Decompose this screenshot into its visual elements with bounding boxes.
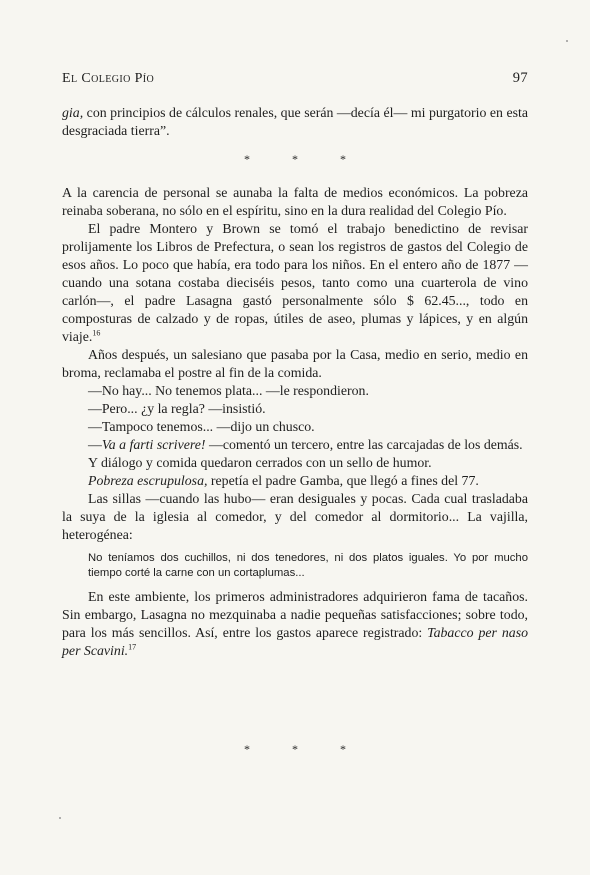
separator-star: * bbox=[244, 742, 250, 756]
section-separator bbox=[62, 152, 528, 167]
opening-text: con principios de cálculos renales, que serán —decía él— mi purgatorio en esta desgraciada tierra”. bbox=[62, 105, 528, 138]
dialog-line: —No hay... No tenemos plata... —le respondieron. bbox=[88, 383, 369, 398]
dialog-dash: — bbox=[88, 437, 102, 452]
dialog-line: —Tampoco tenemos... —dijo un chusco. bbox=[88, 419, 315, 434]
separator-star: * bbox=[292, 152, 298, 166]
separator-star: * bbox=[292, 742, 298, 756]
paragraph bbox=[62, 220, 528, 346]
separator-star: * bbox=[340, 152, 346, 166]
paragraph-text: repetía el padre Gamba, que llegó a fines del 77. bbox=[207, 473, 479, 488]
main-text bbox=[62, 184, 528, 660]
paragraph-text: El padre Montero y Brown se tomó el trabajo benedictino de revisar prolijamente los Libros de Prefectura, o sean los registros de gastos del Colegio de esos años. Lo poco que había, era todo para los niños. En el entero año de 1877 —cuando una sotana costaba dieciséis pesos, tanto como una cuarterola de vino carlón—, el padre Lasagna gastó personalmente sólo $ 62.45..., todo en composturas de calzado y de ropas, útiles de aseo, plumas y lápices, y en algún viaje. bbox=[62, 221, 528, 344]
footnote-ref: 16 bbox=[92, 328, 101, 338]
block-quote: No teníamos dos cuchillos, ni dos tenedores, ni dos platos iguales. Yo por mucho tiempo corté la carne con un cortaplumas... bbox=[88, 552, 528, 579]
italic-phrase: Tabacco per naso per Scavini. bbox=[62, 625, 528, 658]
paper-speck bbox=[566, 40, 568, 42]
page-header bbox=[62, 70, 528, 87]
paragraph: Años después, un salesiano que pasaba por la Casa, medio en serio, medio en broma, reclamaba el postre al fin de la comida. bbox=[62, 347, 528, 380]
paper-speck bbox=[59, 817, 61, 819]
dialog-line: —Pero... ¿y la regla? —insistió. bbox=[88, 401, 266, 416]
paragraph bbox=[62, 588, 528, 660]
section-separator bbox=[62, 742, 528, 757]
footnote-ref: 17 bbox=[128, 642, 137, 652]
dialog-text: —comentó un tercero, entre las carcajadas de los demás. bbox=[205, 437, 523, 452]
paragraph: Las sillas —cuando las hubo— eran desiguales y pocas. Cada cual trasladaba la suya de la iglesia al comedor, y del comedor al dormitorio... La vajilla, heterogénea: bbox=[62, 491, 528, 542]
separator-star: * bbox=[244, 152, 250, 166]
running-head: El Colegio Pío bbox=[62, 71, 155, 86]
paragraph bbox=[62, 472, 528, 490]
italic-phrase: Pobreza escrupulosa, bbox=[88, 473, 208, 488]
dialog-line bbox=[62, 436, 528, 454]
italic-phrase: Va a farti scrivere! bbox=[101, 437, 206, 452]
paragraph: A la carencia de personal se aunaba la falta de medios económicos. La pobreza reinaba soberana, no sólo en el espíritu, sino en la dura realidad del Colegio Pío. bbox=[62, 185, 528, 218]
paragraph: Y diálogo y comida quedaron cerrados con un sello de humor. bbox=[88, 455, 432, 470]
opening-paragraph bbox=[62, 104, 528, 140]
page-number: 97 bbox=[512, 70, 528, 86]
opening-italic: gia, bbox=[62, 105, 84, 120]
separator-star: * bbox=[340, 742, 346, 756]
paragraph-text: En este ambiente, los primeros administradores adquirieron fama de tacaños. Sin embargo, Lasagna no mezquinaba a nadie pequeñas satisfacciones; sobre todo, para los más sencillos. Así, entre los gastos aparece registrado: bbox=[62, 589, 528, 640]
